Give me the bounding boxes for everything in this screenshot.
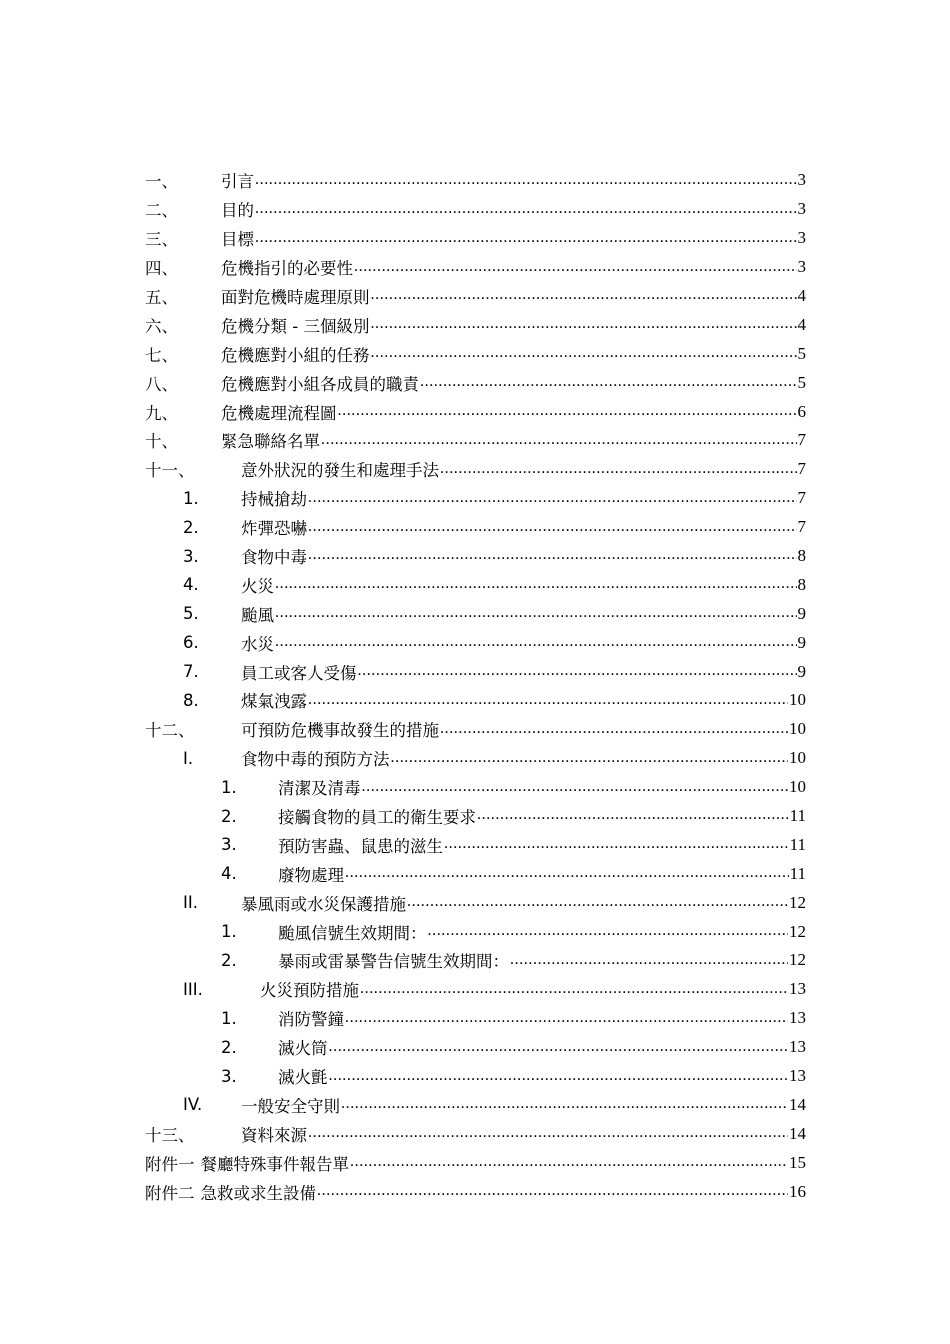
toc-entry[interactable]	[145, 599, 806, 628]
toc-entry-title: 颱風	[241, 605, 274, 625]
toc-entry-number: 5.	[183, 604, 199, 624]
toc-entry-title: 目的	[221, 201, 254, 221]
toc-entry-title: 意外狀況的發生和處理手法	[241, 461, 439, 481]
toc-entry[interactable]	[145, 830, 806, 859]
toc-entry[interactable]	[145, 657, 806, 686]
dot-leader	[362, 779, 789, 802]
toc-entry[interactable]	[145, 224, 806, 253]
toc-entry-title: 炸彈恐嚇	[241, 519, 307, 539]
toc-entry-page: 9	[797, 632, 806, 652]
toc-entry[interactable]	[145, 1177, 806, 1206]
toc-entry-title: 火災預防措施	[260, 981, 359, 1001]
toc-entry[interactable]	[145, 484, 806, 513]
toc-entry-page: 4	[797, 286, 806, 305]
toc-entry-title: 員工或客人受傷	[241, 663, 357, 683]
toc-entry-title: 預防害蟲、鼠患的滋生	[278, 836, 443, 856]
toc-entry-page: 5	[797, 372, 806, 392]
toc-entry-page: 3	[797, 170, 806, 190]
toc-entry-title: 一般安全守則	[241, 1096, 340, 1116]
toc-entry[interactable]	[145, 397, 806, 426]
dot-leader	[354, 259, 797, 282]
toc-entry-number: 7.	[183, 662, 199, 682]
toc-entry-page: 11	[789, 863, 806, 883]
dot-leader	[329, 1039, 789, 1062]
dot-leader	[440, 461, 797, 484]
toc-entry[interactable]	[145, 1091, 806, 1120]
dot-leader	[350, 1154, 788, 1177]
toc-entry-page: 13	[789, 979, 806, 999]
toc-entry-number: 十、	[145, 432, 178, 452]
dot-leader	[370, 316, 796, 339]
toc-entry-page: 7	[797, 517, 806, 537]
toc-entry-page: 14	[789, 1094, 806, 1114]
toc-entry-title: 餐廳特殊事件報告單	[200, 1154, 349, 1174]
toc-entry-page: 9	[797, 603, 806, 623]
dot-leader	[338, 403, 797, 426]
toc-entry-number: 3.	[183, 546, 199, 566]
toc-entry-number: II.	[183, 893, 198, 913]
toc-entry-number: 三、	[145, 230, 178, 250]
dot-leader	[420, 374, 797, 397]
toc-entry-number: 二、	[145, 201, 178, 221]
dot-leader	[275, 576, 797, 599]
toc-entry-number: 九、	[145, 403, 178, 423]
toc-entry[interactable]	[145, 715, 806, 744]
toc-entry-number: 6.	[183, 633, 199, 653]
table-of-contents	[145, 166, 806, 1206]
toc-entry-page: 12	[789, 950, 806, 970]
toc-entry[interactable]	[145, 195, 806, 224]
dot-leader	[255, 201, 797, 224]
toc-entry-number: 附件二	[145, 1183, 195, 1203]
toc-entry-number: 8.	[183, 690, 199, 710]
dot-leader	[341, 1096, 788, 1119]
toc-entry-page: 10	[789, 690, 806, 710]
toc-entry[interactable]	[145, 802, 806, 831]
toc-entry-number: 4.	[183, 575, 199, 595]
toc-entry-number: 六、	[145, 316, 178, 336]
toc-entry-page: 7	[797, 488, 806, 508]
toc-entry-title: 危機應對小組各成員的職責	[221, 374, 419, 394]
toc-entry-number: 2.	[221, 950, 237, 970]
toc-entry-number: 1.	[221, 922, 237, 942]
toc-entry-page: 10	[789, 719, 806, 739]
toc-entry-number: 3.	[221, 1066, 237, 1086]
toc-entry-page: 15	[789, 1152, 806, 1172]
dot-leader	[255, 172, 797, 195]
toc-entry[interactable]	[145, 1062, 806, 1091]
toc-entry-page: 11	[789, 834, 806, 854]
toc-entry[interactable]	[145, 1148, 806, 1177]
toc-entry[interactable]	[145, 773, 806, 802]
dot-leader	[345, 1010, 788, 1033]
toc-entry-page: 8	[797, 546, 806, 566]
toc-entry-page: 10	[789, 748, 806, 768]
toc-entry-number: 十二、	[145, 721, 195, 741]
toc-entry-number: 2.	[221, 1037, 237, 1057]
dot-leader	[391, 750, 789, 773]
toc-entry-title: 持械搶劫	[241, 490, 307, 510]
toc-entry-title: 颱風信號生效期間：	[278, 923, 427, 943]
dot-leader	[317, 1183, 788, 1206]
toc-entry[interactable]	[145, 917, 806, 946]
dot-leader	[329, 1068, 789, 1091]
toc-entry-number: 十一、	[145, 461, 195, 481]
toc-entry-page: 13	[789, 1037, 806, 1057]
toc-entry-title: 面對危機時處理原則	[221, 288, 370, 307]
toc-entry[interactable]	[145, 542, 806, 571]
toc-entry-page: 13	[789, 1008, 806, 1028]
toc-entry-page: 12	[789, 921, 806, 941]
toc-entry[interactable]	[145, 1119, 806, 1148]
toc-entry-title: 暴風雨或水災保護措施	[241, 894, 406, 914]
toc-entry-title: 水災	[241, 634, 274, 654]
toc-entry[interactable]	[145, 888, 806, 917]
toc-entry[interactable]	[145, 166, 806, 195]
toc-entry[interactable]	[145, 686, 806, 715]
dot-leader	[308, 1125, 788, 1148]
toc-entry-number: 附件一	[145, 1154, 195, 1174]
toc-entry-title: 滅火筒	[278, 1039, 328, 1059]
toc-entry-page: 3	[797, 199, 806, 219]
toc-entry-title: 食物中毒	[241, 548, 307, 568]
toc-entry[interactable]	[145, 253, 806, 282]
toc-entry-number: 4.	[221, 864, 237, 884]
toc-entry[interactable]	[145, 455, 806, 484]
dot-leader	[275, 605, 797, 628]
toc-entry-page: 4	[797, 314, 806, 334]
toc-entry-page: 6	[797, 401, 806, 421]
toc-entry[interactable]	[145, 368, 806, 397]
dot-leader	[510, 952, 788, 975]
toc-entry[interactable]	[145, 859, 806, 888]
toc-entry[interactable]	[145, 513, 806, 542]
toc-entry-title: 危機分類 - 三個級別	[221, 316, 370, 336]
toc-entry[interactable]	[145, 339, 806, 368]
dot-leader	[371, 287, 797, 310]
toc-entry-number: III.	[183, 979, 203, 999]
toc-entry-title: 可預防危機事故發生的措施	[241, 721, 439, 741]
toc-entry[interactable]	[145, 1033, 806, 1062]
toc-entry-title: 引言	[221, 172, 254, 192]
toc-entry-page: 12	[789, 892, 806, 912]
dot-leader	[345, 865, 789, 888]
toc-entry-number: 1.	[221, 1008, 237, 1028]
toc-entry[interactable]	[145, 426, 806, 455]
toc-entry-number: 一、	[145, 172, 178, 192]
toc-entry-title: 暴雨或雷暴警告信號生效期間：	[278, 952, 509, 972]
dot-leader	[360, 981, 788, 1004]
toc-entry-page: 7	[797, 430, 806, 450]
toc-entry-page: 16	[789, 1181, 806, 1201]
toc-entry-title: 消防警鐘	[278, 1010, 344, 1030]
toc-entry-number: 1.	[183, 488, 199, 508]
toc-entry[interactable]	[145, 628, 806, 657]
toc-entry-page: 3	[797, 228, 806, 248]
toc-entry[interactable]	[145, 975, 806, 1004]
toc-entry-title: 急救或求生設備	[200, 1183, 316, 1203]
dot-leader	[440, 721, 788, 744]
toc-entry-title: 危機指引的必要性	[221, 259, 353, 279]
toc-entry-title: 火災	[241, 576, 274, 596]
toc-entry-page: 11	[789, 806, 806, 826]
toc-entry-title: 資料來源	[241, 1125, 307, 1145]
toc-entry[interactable]	[145, 744, 806, 773]
dot-leader	[255, 230, 797, 253]
toc-entry-page: 5	[797, 343, 806, 363]
toc-entry-title: 目標	[221, 230, 254, 250]
dot-leader	[407, 894, 788, 917]
toc-entry-number: 3.	[221, 835, 237, 855]
toc-entry[interactable]	[145, 282, 806, 311]
dot-leader	[308, 547, 797, 570]
toc-entry-number: 2.	[221, 806, 237, 826]
dot-leader	[275, 634, 797, 657]
toc-entry-page: 13	[789, 1066, 806, 1086]
toc-entry-number: 四、	[145, 259, 178, 279]
dot-leader	[477, 807, 789, 830]
toc-entry-number: 2.	[183, 517, 199, 537]
toc-entry-number: 五、	[145, 288, 178, 307]
toc-entry-number: I.	[183, 748, 194, 768]
dot-leader	[371, 345, 797, 368]
toc-entry-title: 緊急聯絡名單	[221, 432, 320, 452]
toc-entry-page: 14	[789, 1123, 806, 1143]
toc-entry-page: 10	[789, 777, 806, 797]
toc-entry[interactable]	[145, 946, 806, 975]
toc-entry-title: 危機應對小組的任務	[221, 345, 370, 365]
toc-entry-title: 清潔及清毒	[278, 779, 361, 799]
toc-entry-title: 廢物處理	[278, 865, 344, 885]
toc-entry-title: 接觸食物的員工的衛生要求	[278, 808, 476, 828]
dot-leader	[428, 923, 789, 946]
toc-entry-title: 滅火氈	[278, 1068, 328, 1088]
toc-entry[interactable]	[145, 1004, 806, 1033]
dot-leader	[308, 692, 788, 715]
toc-entry-number: 1.	[221, 777, 237, 797]
dot-leader	[308, 519, 797, 542]
toc-entry-number: 十三、	[145, 1125, 195, 1145]
dot-leader	[358, 663, 797, 686]
dot-leader	[321, 432, 797, 455]
toc-entry-title: 煤氣洩露	[241, 692, 307, 712]
toc-entry[interactable]	[145, 310, 806, 339]
toc-entry[interactable]	[145, 570, 806, 599]
toc-entry-title: 食物中毒的預防方法	[241, 750, 390, 770]
toc-entry-page: 7	[797, 459, 806, 479]
dot-leader	[444, 836, 789, 859]
toc-entry-title: 危機處理流程圖	[221, 403, 337, 423]
dot-leader	[308, 490, 797, 513]
toc-entry-page: 9	[797, 661, 806, 681]
toc-entry-number: IV.	[183, 1095, 203, 1115]
toc-entry-page: 3	[797, 257, 806, 277]
toc-entry-page: 8	[797, 574, 806, 594]
toc-entry-number: 七、	[145, 345, 178, 365]
toc-entry-number: 八、	[145, 374, 178, 394]
